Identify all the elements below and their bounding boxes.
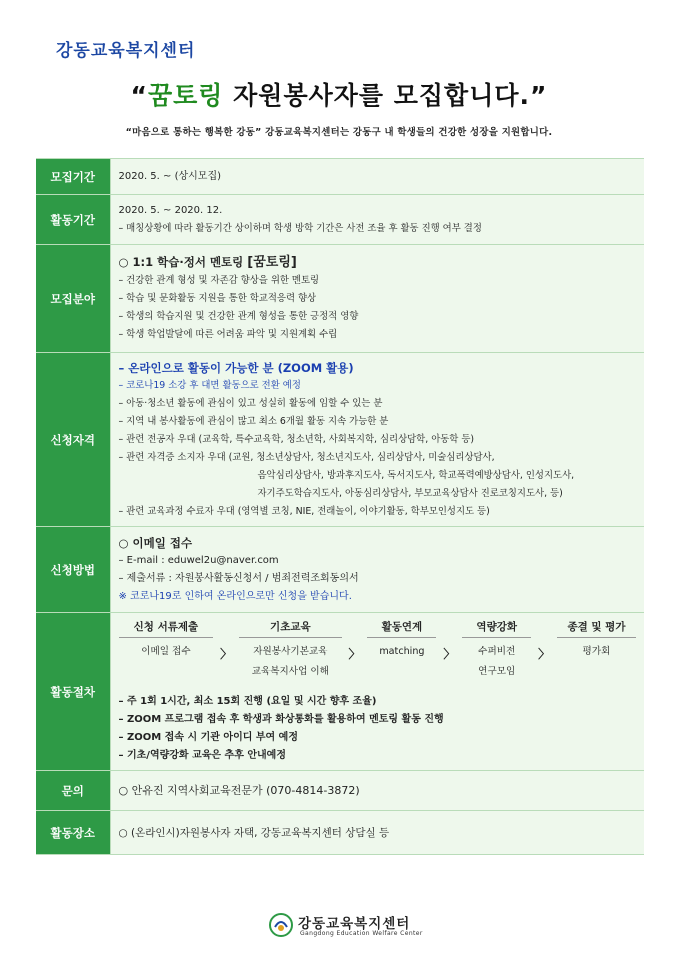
step-item: 평가회 (582, 645, 611, 657)
qualification-covid: – 코로나19 소강 후 대면 활동으로 전환 예정 (118, 379, 301, 391)
qualification-item: – 지역 내 봉사활동에 관심이 많고 최소 6개월 활동 지속 가능한 분 (118, 415, 389, 427)
field-heading (119, 253, 637, 272)
chevron-right-icon: 〉 (220, 646, 233, 661)
label-method: 신청방법 (36, 527, 110, 613)
field-item: – 건강한 관계 형성 및 자존감 향상을 위한 멘토링 (118, 275, 320, 286)
qualification-item: – 관련 자격증 소지자 우대 (교원, 청소년상담사, 청소년지도사, 심리상담사, 미술심리상담사, (118, 451, 495, 463)
content-field (110, 245, 644, 353)
step-item: 자원봉사기본교육 (253, 645, 328, 657)
headline-quote-close: ” (530, 81, 548, 110)
row-place (36, 811, 644, 855)
procedure-steps (119, 619, 637, 693)
step-item: 수퍼비전 (478, 645, 516, 657)
method-email: – E-mail : eduwel2u@naver.com (118, 554, 279, 566)
procedure-step (462, 619, 531, 682)
field-item: – 학습 및 문화활동 지원을 통한 학교적응력 향상 (118, 293, 317, 304)
qualification-online: – 온라인으로 활동이 가능한 분 (ZOOM 활용) (118, 360, 354, 375)
place-value: ○ (온라인시)자원봉사자 자택, 강동교육복지센터 상담실 등 (118, 826, 390, 839)
qualification-item: – 아동·청소년 활동에 관심이 있고 성실히 활동에 임할 수 있는 분 (118, 397, 383, 409)
chevron-right-icon: 〉 (443, 646, 456, 661)
step-title: 역량강화 (462, 619, 531, 638)
footer-org-name: 강동교육복지센터 (298, 916, 411, 932)
field-item: – 학생의 학습지원 및 건강한 관계 형성을 통한 긍정적 영향 (118, 311, 359, 322)
label-inquiry: 문의 (36, 771, 110, 811)
step-item: 연구모임 (478, 665, 516, 677)
row-field (36, 245, 644, 353)
qualification-item: – 관련 교육과정 수료자 우대 (영역별 코칭, NIE, 전래놀이, 이야기활동, 학부모인성지도 등) (118, 505, 490, 517)
footer-org-subtitle: Gangdong Education Welfare Center (300, 930, 423, 937)
qualification-item-cont: 음악심리상담사, 방과후지도사, 독서지도사, 학교폭력예방상담사, 인성지도사, (257, 469, 575, 481)
method-documents: – 제출서류 : 자원봉사활동신청서 / 범죄전력조회동의서 (118, 572, 359, 584)
step-title: 기초교육 (239, 619, 342, 638)
step-item: 이메일 접수 (141, 645, 191, 657)
method-heading: ○ 이메일 접수 (118, 535, 193, 550)
procedure-note: – ZOOM 접속 시 기관 아이디 부여 예정 (118, 731, 298, 743)
content-method (110, 527, 644, 613)
subtitle: “마음으로 통하는 행복한 강동” 강동교육복지센터는 강동구 내 학생들의 건강한 성장을 지원합니다. (125, 127, 553, 138)
step-title: 활동연계 (367, 619, 436, 638)
row-inquiry (36, 771, 644, 811)
content-procedure (110, 613, 644, 771)
label-recruit-period: 모집기간 (36, 159, 110, 195)
method-notice: ※ 코로나19로 인하여 온라인으로만 신청을 받습니다. (118, 590, 352, 602)
chevron-right-icon: 〉 (348, 646, 361, 661)
step-title: 신청 서류제출 (119, 619, 214, 638)
procedure-note: – ZOOM 프로그램 접속 후 학생과 화상통화를 활용하여 멘토링 활동 진행 (118, 713, 444, 725)
label-procedure: 활동절차 (36, 613, 110, 771)
label-field: 모집분야 (36, 245, 110, 353)
procedure-step (239, 619, 342, 682)
content-place (110, 811, 644, 855)
row-procedure (36, 613, 644, 771)
inquiry-contact: ○ 안유진 지역사회교육전문가 (070-4814-3872) (118, 783, 360, 797)
qualification-item-cont: 자기주도학습지도사, 아동심리상담사, 부모교육상담사 진로코칭지도사, 등) (257, 487, 563, 499)
content-activity-period (110, 195, 644, 245)
activity-period-note: – 매칭상황에 따라 활동기간 상이하며 학생 방학 기간은 사전 조율 후 활동 진행 여부 결정 (118, 222, 482, 234)
activity-period-value: 2020. 5. ~ 2020. 12. (118, 204, 223, 216)
field-item: – 학생 학업발달에 따른 어려움 파악 및 지원계획 수립 (118, 329, 338, 340)
content-qualification (110, 353, 644, 527)
content-inquiry (110, 771, 644, 811)
step-item: matching (379, 645, 425, 657)
procedure-step (119, 619, 214, 662)
field-heading-text: ○ 1:1 학습·정서 멘토링 (118, 255, 248, 269)
row-method (36, 527, 644, 613)
field-heading-keyword: [꿈토링] (247, 255, 297, 270)
step-item: 교육복지사업 이해 (251, 665, 329, 677)
headline-quote-open: “ (130, 81, 148, 110)
row-qualification (36, 353, 644, 527)
content-recruit-period (110, 159, 644, 195)
step-title: 종결 및 평가 (557, 619, 636, 638)
qualification-item: – 관련 전공자 우대 (교육학, 특수교육학, 청소년학, 사회복지학, 심리상담학, 아동학 등) (118, 433, 475, 445)
headline-text: 자원봉사자를 모집합니다. (223, 81, 530, 110)
procedure-step (367, 619, 436, 662)
gangdong-welfare-logo-icon (268, 912, 294, 938)
row-recruit-period (36, 159, 644, 195)
chevron-right-icon: 〉 (538, 646, 551, 661)
label-activity-period: 활동기간 (36, 195, 110, 245)
procedure-note: – 기초/역량강화 교육은 추후 안내예정 (118, 749, 286, 761)
row-activity-period (36, 195, 644, 245)
label-qualification: 신청자격 (36, 353, 110, 527)
recruit-period-value: 2020. 5. ~ (상시모집) (118, 170, 222, 182)
info-table (36, 158, 644, 855)
label-place: 활동장소 (36, 811, 110, 855)
headline-keyword: 꿈토링 (147, 81, 224, 110)
org-title: 강동교육복지센터 (56, 41, 196, 61)
page-headline (0, 76, 678, 112)
procedure-step (557, 619, 636, 662)
procedure-note: – 주 1회 1시간, 최소 15회 진행 (요일 및 시간 향후 조율) (118, 695, 377, 707)
